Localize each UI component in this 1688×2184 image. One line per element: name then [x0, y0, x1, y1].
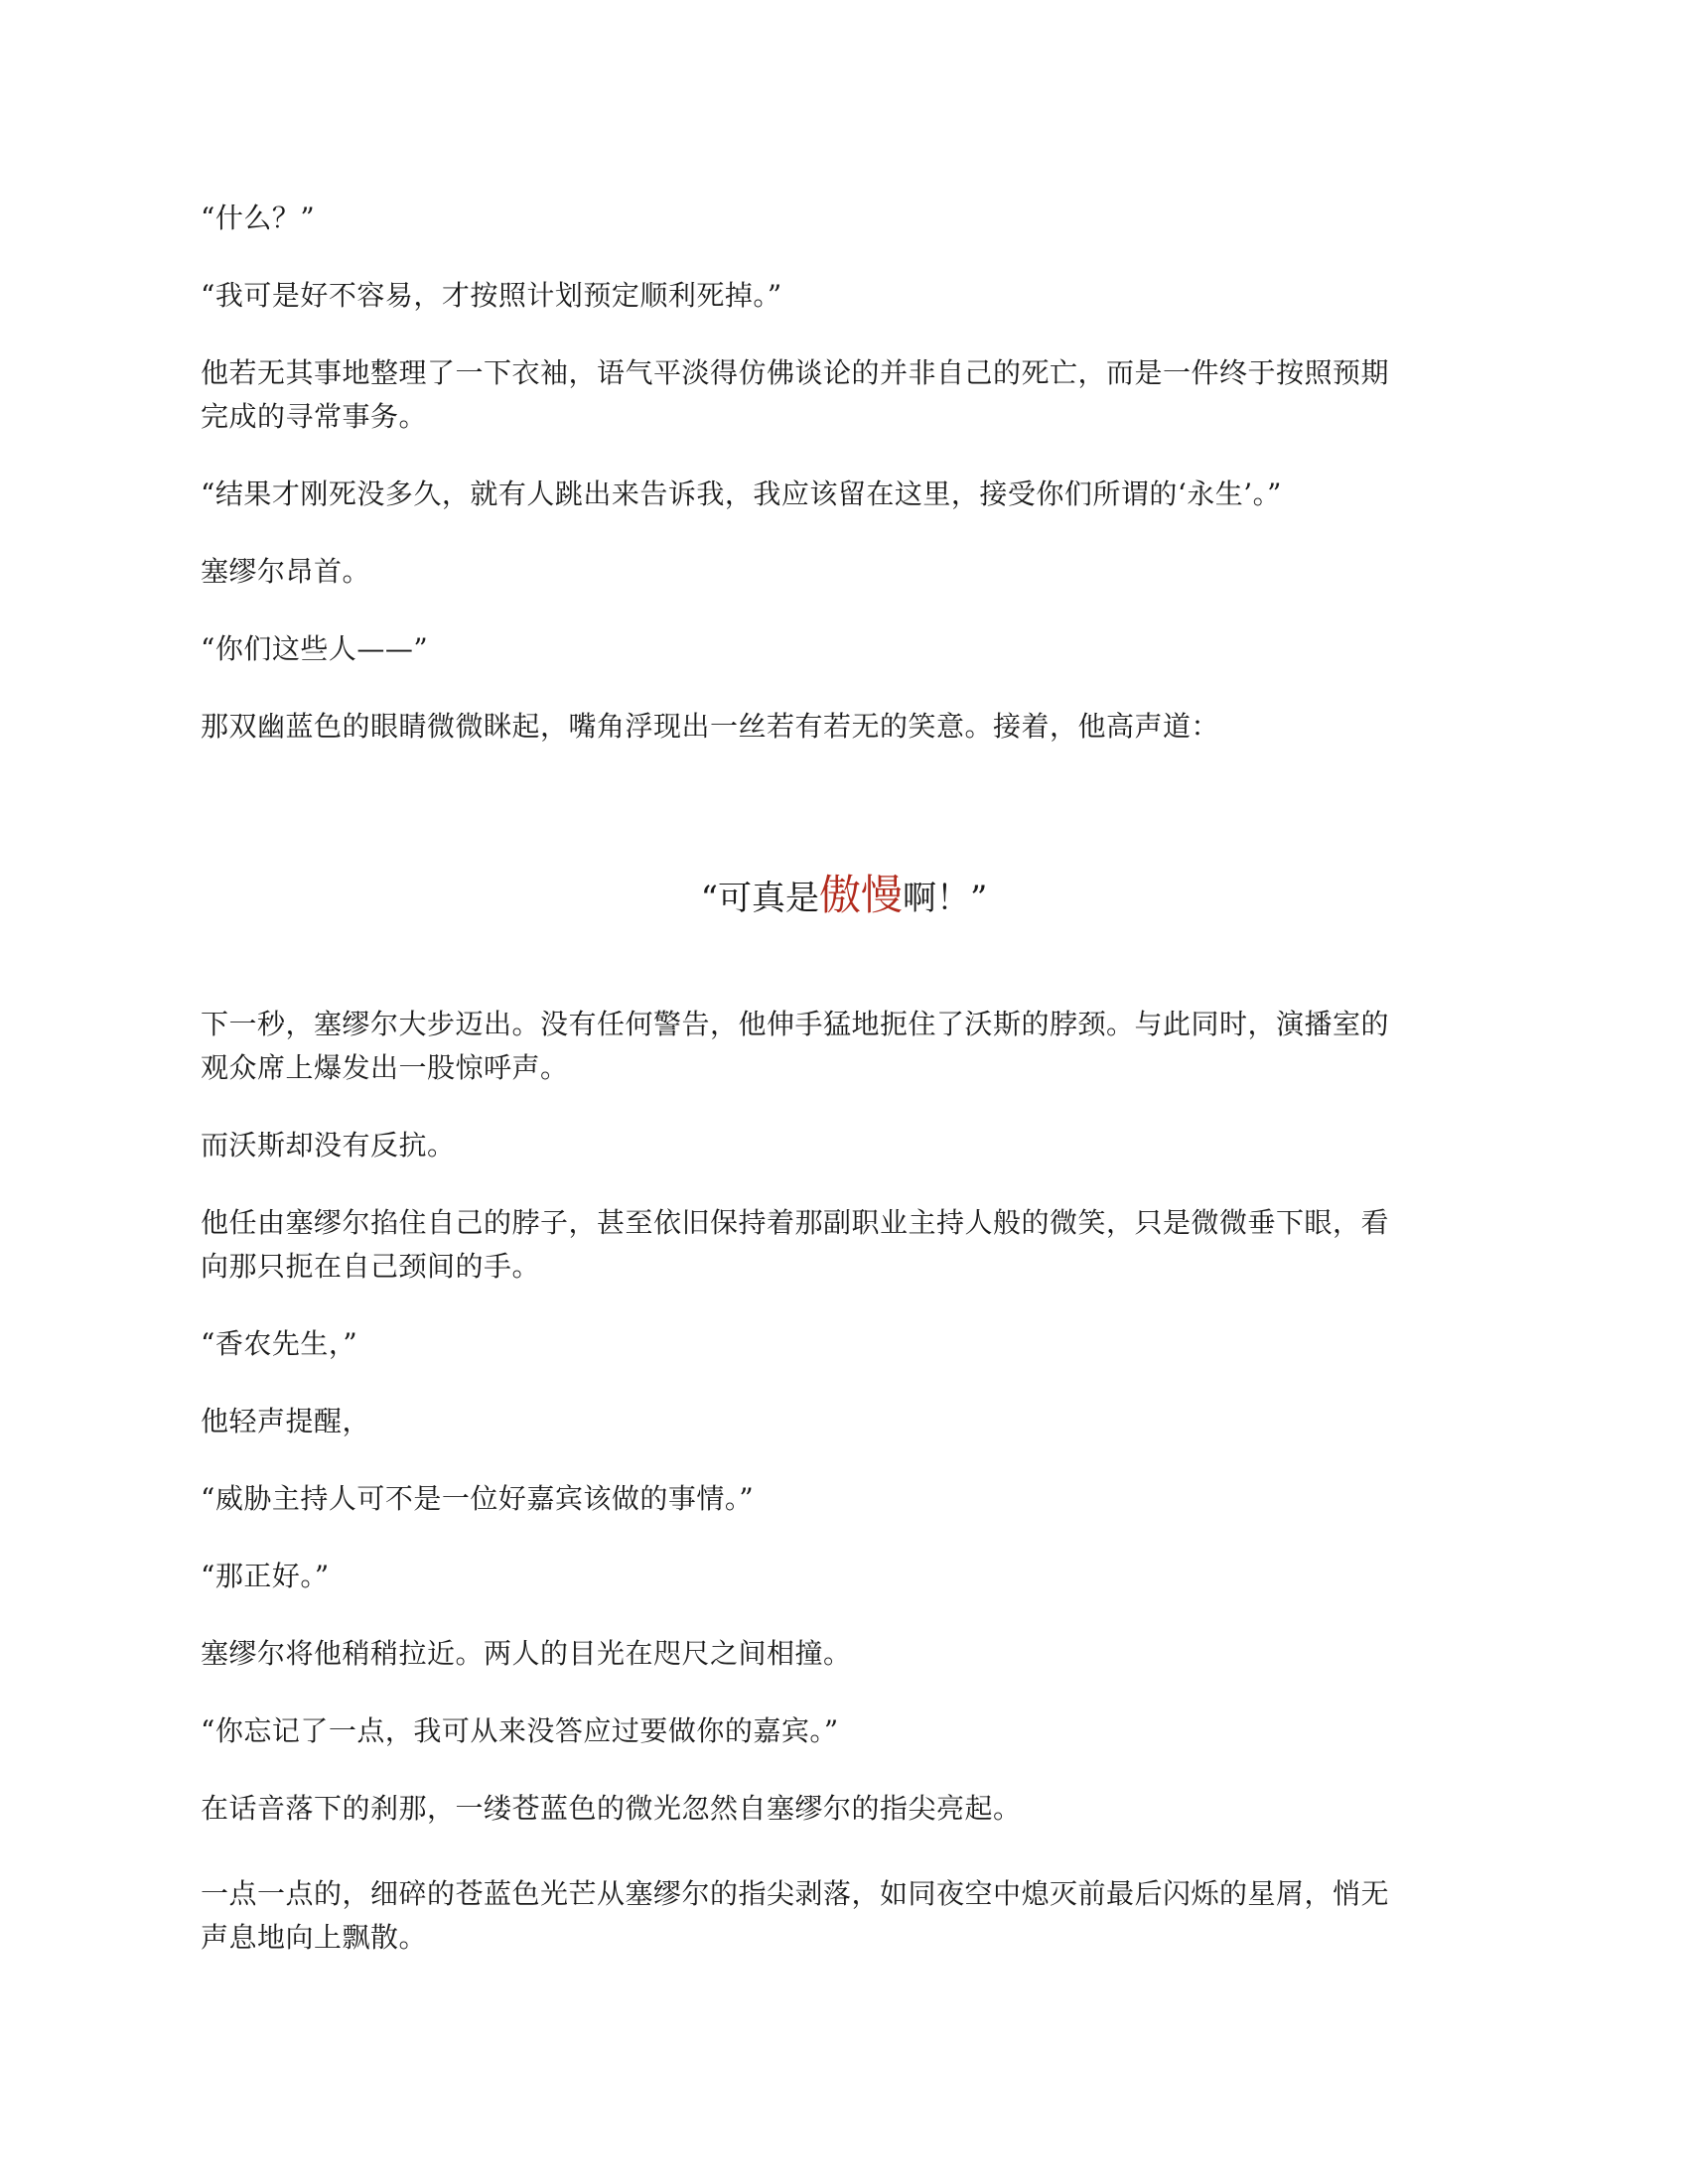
paragraph-line: 他任由塞缪尔掐住自己的脖子，甚至依旧保持着那副职业主持人般的微笑，只是微微垂下眼，看 — [201, 1206, 1390, 1239]
paragraph-line: 塞缪尔将他稍稍拉近。两人的目光在咫尺之间相撞。 — [201, 1637, 852, 1670]
paragraph-line: “那正好。” — [201, 1560, 330, 1592]
paragraph-line: 他若无其事地整理了一下衣袖，语气平淡得仿佛谈论的并非自己的死亡，而是一件终于按照预期 — [201, 356, 1390, 389]
paragraph-line: “什么？” — [201, 202, 316, 234]
paragraph-line: 观众席上爆发出一股惊呼声。 — [201, 1051, 569, 1084]
paragraph-line: 完成的寻常事务。 — [201, 400, 428, 433]
paragraph-line: 下一秒，塞缪尔大步迈出。没有任何警告，他伸手猛地扼住了沃斯的脖颈。与此同时，演播室的 — [201, 1008, 1390, 1040]
paragraph-line: “你们这些人——” — [201, 632, 429, 665]
highlight-quote-suffix: 啊！” — [903, 879, 988, 918]
paragraph-line: 一点一点的，细碎的苍蓝色光芒从塞缪尔的指尖剥落，如同夜空中熄灭前最后闪烁的星屑，悄无 — [201, 1877, 1390, 1910]
paragraph-line: 在话音落下的刹那，一缕苍蓝色的微光忽然自塞缪尔的指尖亮起。 — [201, 1792, 1022, 1825]
paragraph-line: “香农先生，” — [201, 1327, 358, 1360]
highlight-quote-prefix: “可真是 — [700, 879, 819, 918]
paragraph-line: 而沃斯却没有反抗。 — [201, 1129, 456, 1161]
paragraph-line: 塞缪尔昂首。 — [201, 555, 371, 588]
paragraph-line: “威胁主持人可不是一位好嘉宾该做的事情。” — [201, 1482, 755, 1515]
paragraph-line: 那双幽蓝色的眼睛微微眯起，嘴角浮现出一丝若有若无的笑意。接着，他高声道： — [201, 710, 1220, 743]
paragraph-line: “我可是好不容易，才按照计划预定顺利死掉。” — [201, 279, 782, 312]
paragraph-line: 声息地向上飘散。 — [201, 1921, 428, 1954]
paragraph-line: “结果才刚死没多久，就有人跳出来告诉我，我应该留在这里，接受你们所谓的‘永生’。” — [201, 478, 1282, 510]
highlight-quote — [0, 868, 1688, 926]
paragraph-line: 向那只扼在自己颈间的手。 — [201, 1250, 541, 1283]
paragraph-line: 他轻声提醒， — [201, 1405, 371, 1437]
paragraph-line: “你忘记了一点，我可从来没答应过要做你的嘉宾。” — [201, 1714, 839, 1747]
highlight-quote-emphasis: 傲慢 — [818, 871, 903, 919]
